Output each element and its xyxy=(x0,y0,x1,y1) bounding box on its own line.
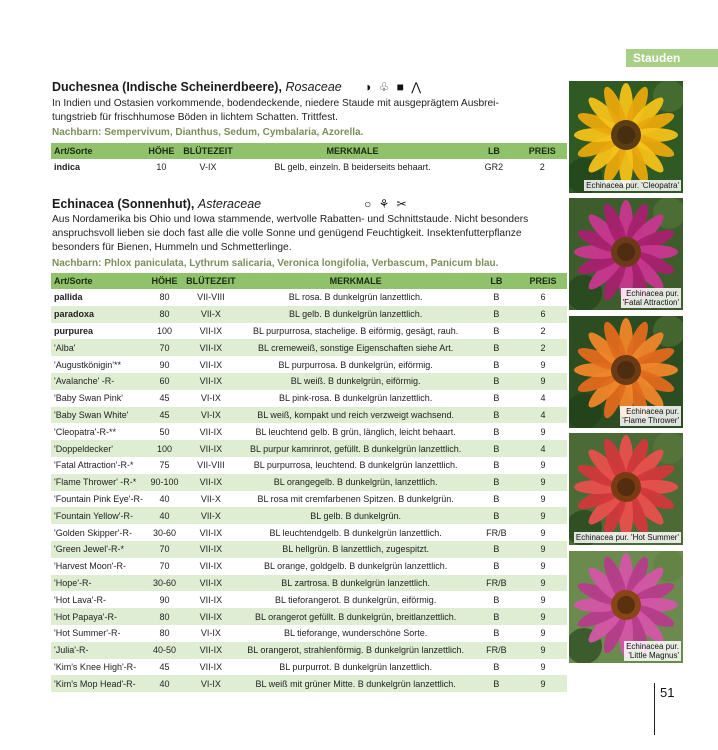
caption-line: Echinacea pur. 'Cleopatra' xyxy=(586,181,679,190)
table-row xyxy=(51,558,567,575)
cell-lb: B xyxy=(474,474,519,491)
cell-merkmale: BL purpurrot. B dunkelgrün lanzettlich. xyxy=(279,661,433,672)
cell-lb: B xyxy=(493,561,500,572)
cell-bluetezeit: VI-IX xyxy=(200,393,221,404)
cell-merkmale: BL gelb, einzeln. B beiderseits behaart. xyxy=(274,162,431,173)
echinacea-symbols: ○ ⚘ ✂ xyxy=(364,197,409,211)
cell-lb: B xyxy=(493,661,500,672)
table-row xyxy=(51,507,567,524)
cell-hoehe: 40 xyxy=(159,493,170,504)
table-row xyxy=(51,306,567,323)
duchesnea-description xyxy=(52,97,567,125)
flower-image xyxy=(569,433,683,545)
cell-name: 'Avalanche' -R- xyxy=(51,373,145,390)
cell-hoehe: 50 xyxy=(159,426,170,437)
table-row xyxy=(51,390,567,407)
duchesnea-neighbors: Nachbarn: Sempervivum, Dianthus, Sedum, Cymbalaria, Azorella. xyxy=(52,127,364,138)
duchesnea-family: Rosaceae xyxy=(285,80,342,94)
flower-photo xyxy=(569,433,683,545)
cell-bluetezeit: VII-IX xyxy=(184,608,238,625)
col-hoehe: HÖHE xyxy=(142,143,182,159)
cell-name: 'Flame Thrower' -R-* xyxy=(51,474,145,491)
duchesnea-heading xyxy=(52,80,342,94)
cell-name: 'Baby Swan Pink' xyxy=(54,393,123,404)
cell-name: pallida xyxy=(54,292,83,303)
table-row xyxy=(51,339,567,356)
cell-lb: B xyxy=(474,306,519,323)
cell-bluetezeit: VI-IX xyxy=(184,407,238,424)
cell-lb: FR/B xyxy=(474,575,519,592)
table-row xyxy=(51,675,567,692)
cell-preis: 2 xyxy=(539,162,545,173)
cell-merkmale: BL rosa. B dunkelgrün lanzettlich. xyxy=(288,292,423,303)
cell-lb: B xyxy=(493,594,500,605)
cell-name: 'Hot Summer'-R- xyxy=(54,628,121,639)
cell-name: indica xyxy=(54,162,81,173)
cell-preis: 9 xyxy=(540,594,546,605)
photo-caption xyxy=(624,641,681,661)
page-number: 51 xyxy=(660,685,675,700)
cell-lb: B xyxy=(474,339,519,356)
col-preis: PREIS xyxy=(519,273,567,289)
cell-lb: B xyxy=(493,426,500,437)
cell-merkmale: BL orangegelb. B dunkelgrün, lanzettlich. xyxy=(238,474,474,491)
duchesnea-desc-line: In Indien und Ostasien vorkommende, bodendeckende, niedere Staude mit ausgeprägtem Ausbrei- xyxy=(52,98,499,109)
cell-preis: 4 xyxy=(519,407,567,424)
table-row xyxy=(51,659,567,676)
cell-merkmale: BL purpurrosa, leuchtend. B dunkelgrün lanzettlich. xyxy=(253,460,458,471)
col-lb: LB xyxy=(470,143,517,159)
cell-lb: B xyxy=(493,393,500,404)
cell-lb: B xyxy=(493,292,500,303)
flower-photo xyxy=(569,551,683,663)
cell-hoehe: 10 xyxy=(156,162,167,173)
cell-bluetezeit: VII-IX xyxy=(184,440,238,457)
cell-name: 'Green Jewel'-R-* xyxy=(51,541,145,558)
duchesnea-table xyxy=(51,143,567,176)
cell-lb: B xyxy=(474,407,519,424)
cell-lb: B xyxy=(493,628,500,639)
cell-name: 'Alba' xyxy=(51,339,145,356)
cell-preis: 9 xyxy=(519,575,567,592)
cell-bluetezeit: VII-X xyxy=(200,493,221,504)
cell-hoehe: 80 xyxy=(159,628,170,639)
cell-name: 'Baby Swan White' xyxy=(51,407,145,424)
cell-preis: 9 xyxy=(519,675,567,692)
cell-name: 'Augustkönigin'** xyxy=(54,359,121,370)
photo-caption xyxy=(574,532,681,543)
cell-hoehe: 80 xyxy=(145,306,184,323)
cell-lb: B xyxy=(474,541,519,558)
cell-hoehe: 30-60 xyxy=(145,575,184,592)
table-row xyxy=(51,356,567,373)
cell-preis: 9 xyxy=(519,541,567,558)
col-merkmale: MERKMALE xyxy=(238,273,474,289)
cell-bluetezeit: VII-IX xyxy=(199,359,223,370)
cell-merkmale: BL orangerot gefüllt. B dunkelgrün, breitlanzettlich. xyxy=(238,608,474,625)
cell-lb: B xyxy=(474,608,519,625)
echinacea-neighbors: Nachbarn: Phlox paniculata, Lythrum salicaria, Veronica longifolia, Verbascum, Panicum blau. xyxy=(52,258,499,269)
cell-bluetezeit: VII-VIII xyxy=(197,292,225,303)
cell-hoehe: 80 xyxy=(159,292,170,303)
cell-preis: 4 xyxy=(519,440,567,457)
cell-name: 'Fatal Attraction'-R-* xyxy=(54,460,134,471)
cell-name: 'Kim's Mop Head'-R- xyxy=(51,675,145,692)
caption-line: 'Flame Thrower' xyxy=(622,416,679,425)
cell-bluetezeit: VII-X xyxy=(184,306,238,323)
cell-hoehe: 90 xyxy=(159,359,170,370)
cell-lb: B xyxy=(493,359,500,370)
cell-preis: 4 xyxy=(540,393,546,404)
cell-preis: 9 xyxy=(540,426,546,437)
cell-preis: 9 xyxy=(519,373,567,390)
cell-bluetezeit: V-IX xyxy=(199,162,217,173)
cell-hoehe: 75 xyxy=(159,460,170,471)
cell-name: 'Fountain Pink Eye'-R- xyxy=(54,493,143,504)
cell-bluetezeit: VII-IX xyxy=(199,527,223,538)
cell-name: 'Kim's Knee High'-R- xyxy=(54,661,137,672)
cell-name: 'Hot Lava'-R- xyxy=(54,594,106,605)
cell-lb: FR/B xyxy=(474,642,519,659)
caption-line: Echinacea pur. 'Hot Summer' xyxy=(575,533,679,542)
echinacea-heading xyxy=(52,197,261,211)
section-tab: Stauden xyxy=(626,49,718,67)
cell-merkmale: BL tieforange, wunderschöne Sorte. xyxy=(284,628,428,639)
caption-line: Echinacea pur. xyxy=(626,642,679,651)
cell-merkmale: BL gelb. B dunkelgrün. xyxy=(238,507,474,524)
cell-merkmale: BL orange, goldgelb. B dunkelgrün lanzettlich. xyxy=(263,561,448,572)
cell-bluetezeit: VII-VIII xyxy=(197,460,225,471)
col-preis: PREIS xyxy=(518,143,567,159)
cell-merkmale: BL zartrosa. B dunkelgrün lanzettlich. xyxy=(238,575,474,592)
table-row xyxy=(51,289,567,306)
table-row xyxy=(51,423,567,440)
flower-image xyxy=(569,81,683,193)
table-row xyxy=(51,625,567,642)
cell-preis: 6 xyxy=(540,292,546,303)
cell-merkmale: BL rosa mit cremfarbenen Spitzen. B dunkelgrün. xyxy=(257,493,454,504)
flower-photo xyxy=(569,316,683,428)
cell-preis: 2 xyxy=(519,339,567,356)
table-row xyxy=(51,575,567,592)
cell-preis: 9 xyxy=(540,527,546,538)
cell-hoehe: 90-100 xyxy=(145,474,184,491)
cell-merkmale: BL hellgrün. B lanzettlich, zugespitzt. xyxy=(238,541,474,558)
cell-bluetezeit: VII-IX xyxy=(184,541,238,558)
cell-bluetezeit: VI-IX xyxy=(184,675,238,692)
photo-caption xyxy=(620,406,681,426)
cell-name: 'Golden Skipper'-R- xyxy=(54,527,132,538)
cell-name: 'Hot Papaya'-R- xyxy=(51,608,145,625)
cell-hoehe: 60 xyxy=(145,373,184,390)
cell-merkmale: BL purpurrosa. B dunkelgrün, eiförmig. xyxy=(278,359,433,370)
table-row xyxy=(51,159,567,176)
cell-merkmale: BL pink-rosa. B dunkelgrün lanzettlich. xyxy=(279,393,433,404)
cell-lb: B xyxy=(493,493,500,504)
cell-preis: 9 xyxy=(540,493,546,504)
cell-bluetezeit: VII-IX xyxy=(199,561,223,572)
cell-preis: 9 xyxy=(519,608,567,625)
cell-bluetezeit: VII-IX xyxy=(184,575,238,592)
caption-line: 'Fatal Attraction' xyxy=(622,298,679,307)
cell-lb: B xyxy=(474,373,519,390)
echinacea-table xyxy=(51,273,567,692)
cell-hoehe: 70 xyxy=(145,541,184,558)
col-lb: LB xyxy=(474,273,519,289)
cell-hoehe: 45 xyxy=(159,661,170,672)
col-art: Art/Sorte xyxy=(51,143,142,159)
cell-merkmale: BL weiß. B dunkelgrün, eiförmig. xyxy=(238,373,474,390)
cell-hoehe: 70 xyxy=(145,339,184,356)
echinacea-family: Asteraceae xyxy=(197,197,262,211)
col-merkmale: MERKMALE xyxy=(235,143,471,159)
cell-name: 'Fountain Yellow'-R- xyxy=(51,507,145,524)
cell-lb: B xyxy=(474,675,519,692)
table-header-row xyxy=(51,143,567,159)
cell-hoehe: 100 xyxy=(145,440,184,457)
cell-preis: 9 xyxy=(519,474,567,491)
cell-name: 'Julia'-R- xyxy=(51,642,145,659)
cell-merkmale: BL orangerot, strahlenförmig. B dunkelgrün lanzettlich. xyxy=(238,642,474,659)
cell-lb: GR2 xyxy=(484,162,504,173)
table-row xyxy=(51,524,567,541)
caption-line: Echinacea pur. xyxy=(626,289,679,298)
duchesnea-desc-line: tungstrieb für frischhumose Böden in lichtem Schatten. Trittfest. xyxy=(52,112,338,123)
cell-preis: 6 xyxy=(519,306,567,323)
cell-lb: B xyxy=(493,460,500,471)
cell-hoehe: 40 xyxy=(145,507,184,524)
caption-line: 'Little Magnus' xyxy=(628,651,679,660)
table-row xyxy=(51,642,567,659)
caption-line: Echinacea pur. xyxy=(626,407,679,416)
page-rule xyxy=(654,683,655,735)
duchesnea-symbols: ◑ ♧ ■ ⋀ xyxy=(364,80,424,94)
cell-lb: FR/B xyxy=(486,527,507,538)
echinacea-desc-line: anspruchsvoll lieben sie doch fast alle die volle Sonne und genügend Feuchtigkeit. Insektenfutterpflanze xyxy=(52,228,522,239)
col-bluetezeit: BLÜTEZEIT xyxy=(181,143,235,159)
cell-hoehe: 90 xyxy=(159,594,170,605)
table-row xyxy=(51,474,567,491)
table-row xyxy=(51,457,567,474)
table-row xyxy=(51,407,567,424)
cell-merkmale: BL leuchtendgelb. B dunkelgrün lanzettlich. xyxy=(269,527,442,538)
cell-hoehe: 30-60 xyxy=(153,527,177,538)
cell-hoehe: 70 xyxy=(159,561,170,572)
cell-lb: B xyxy=(474,507,519,524)
cell-merkmale: BL purpurrosa, stachelige. B eiförmig, gesägt, rauh. xyxy=(253,325,459,336)
cell-name: 'Doppeldecker' xyxy=(51,440,145,457)
cell-preis: 9 xyxy=(540,628,546,639)
cell-bluetezeit: VII-X xyxy=(184,507,238,524)
cell-merkmale: BL cremeweiß, sonstige Eigenschaften siehe Art. xyxy=(238,339,474,356)
cell-preis: 9 xyxy=(519,642,567,659)
table-row xyxy=(51,491,567,508)
echinacea-description xyxy=(52,213,567,255)
cell-hoehe: 40 xyxy=(145,675,184,692)
cell-hoehe: 45 xyxy=(145,407,184,424)
cell-preis: 2 xyxy=(540,325,546,336)
col-art: Art/Sorte xyxy=(51,273,145,289)
cell-merkmale: BL tieforangerot. B dunkelgrün, eiförmig. xyxy=(275,594,437,605)
table-row xyxy=(51,591,567,608)
photo-caption xyxy=(584,180,681,191)
cell-name: 'Cleopatra'-R-** xyxy=(54,426,116,437)
table-row xyxy=(51,440,567,457)
cell-bluetezeit: VII-IX xyxy=(199,426,223,437)
cell-bluetezeit: VII-IX xyxy=(184,373,238,390)
col-bluetezeit: BLÜTEZEIT xyxy=(184,273,238,289)
cell-preis: 9 xyxy=(540,561,546,572)
cell-lb: B xyxy=(493,325,500,336)
cell-merkmale: BL leuchtend gelb. B grün, länglich, leicht behaart. xyxy=(255,426,456,437)
photo-caption xyxy=(621,288,681,308)
cell-name: purpurea xyxy=(54,325,94,336)
cell-hoehe: 45 xyxy=(159,393,170,404)
cell-lb: B xyxy=(474,440,519,457)
cell-bluetezeit: VII-IX xyxy=(184,642,238,659)
cell-name: paradoxa xyxy=(51,306,145,323)
echinacea-desc-line: Aus Nordamerika bis Ohio und Iowa stammende, wertvolle Rabatten- und Schnittstaude. Nicht besonders xyxy=(52,214,529,225)
cell-bluetezeit: VII-IX xyxy=(199,661,223,672)
table-row xyxy=(51,323,567,340)
table-row xyxy=(51,541,567,558)
cell-bluetezeit: VII-IX xyxy=(199,594,223,605)
cell-name: 'Harvest Moon'-R- xyxy=(54,561,126,572)
cell-preis: 9 xyxy=(540,359,546,370)
flower-photo xyxy=(569,198,683,310)
table-row xyxy=(51,608,567,625)
echinacea-desc-line: besonders für Bienen, Hummeln und Schmetterlinge. xyxy=(52,242,292,253)
echinacea-title: Echinacea (Sonnenhut), xyxy=(52,197,195,211)
cell-merkmale: BL purpur kamrinrot, gefüllt. B dunkelgrün lanzettlich. xyxy=(238,440,474,457)
cell-merkmale: BL weiß, kompakt und reich verzweigt wachsend. xyxy=(238,407,474,424)
cell-hoehe: 100 xyxy=(157,325,173,336)
duchesnea-title: Duchesnea (Indische Scheinerdbeere), xyxy=(52,80,282,94)
cell-hoehe: 80 xyxy=(145,608,184,625)
table-header-row xyxy=(51,273,567,289)
cell-bluetezeit: VI-IX xyxy=(200,628,221,639)
cell-preis: 9 xyxy=(540,661,546,672)
col-hoehe: HÖHE xyxy=(145,273,184,289)
flower-photo xyxy=(569,81,683,193)
cell-preis: 9 xyxy=(540,460,546,471)
cell-bluetezeit: VII-IX xyxy=(199,325,223,336)
cell-merkmale: BL weiß mit grüner Mitte. B dunkelgrün lanzettlich. xyxy=(238,675,474,692)
cell-preis: 9 xyxy=(519,507,567,524)
cell-merkmale: BL gelb. B dunkelgrün lanzettlich. xyxy=(238,306,474,323)
table-row xyxy=(51,373,567,390)
cell-bluetezeit: VII-IX xyxy=(184,339,238,356)
cell-name: 'Hope'-R- xyxy=(51,575,145,592)
cell-hoehe: 40-50 xyxy=(145,642,184,659)
cell-bluetezeit: VII-IX xyxy=(184,474,238,491)
